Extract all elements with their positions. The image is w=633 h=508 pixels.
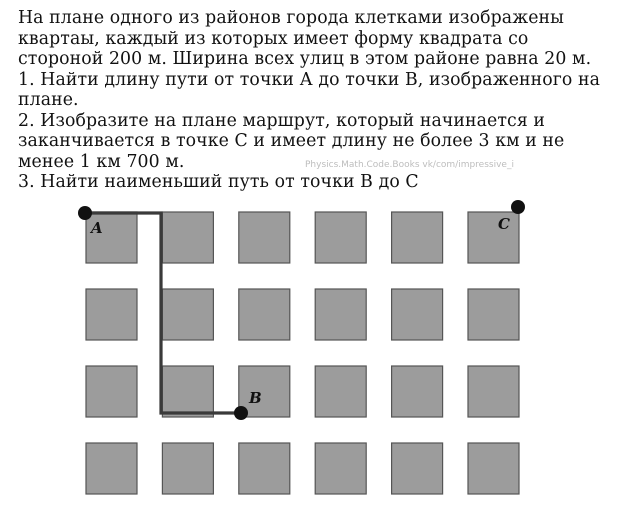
city-block bbox=[392, 289, 443, 340]
city-block bbox=[86, 443, 137, 494]
task-3: 3. Найти наименьший путь от точки В до С bbox=[18, 172, 419, 192]
city-block bbox=[86, 289, 137, 340]
city-block bbox=[239, 289, 290, 340]
watermark: Physics.Math.Code.Books vk/com/impressive_i bbox=[305, 160, 514, 170]
problem-line: квартаы, каждый из которых имеет форму квадрата со bbox=[18, 28, 529, 49]
city-block bbox=[239, 212, 290, 263]
city-block bbox=[392, 212, 443, 263]
label-a: A bbox=[91, 219, 103, 237]
city-block bbox=[468, 443, 519, 494]
point-c bbox=[511, 200, 525, 214]
task-2-cont: менее 1 км 700 м. bbox=[18, 151, 185, 172]
city-block bbox=[239, 443, 290, 494]
city-block bbox=[162, 212, 213, 263]
city-blocks bbox=[86, 212, 519, 494]
city-block bbox=[468, 289, 519, 340]
city-block bbox=[315, 443, 366, 494]
city-block bbox=[315, 212, 366, 263]
city-block bbox=[162, 366, 213, 417]
city-block bbox=[86, 366, 137, 417]
label-c: C bbox=[498, 215, 510, 233]
task-1: 1. Найти длину пути от точки А до точки В, изображенного на bbox=[18, 69, 601, 90]
city-block bbox=[468, 212, 519, 263]
point-b bbox=[234, 406, 248, 420]
task-2-cont: заканчивается в точке С и имеет длину не более 3 км и не bbox=[18, 131, 565, 151]
point-a bbox=[78, 206, 92, 220]
city-block bbox=[392, 443, 443, 494]
city-block bbox=[315, 366, 366, 417]
task-2: 2. Изобразите на плане маршрут, который начинается и bbox=[18, 110, 546, 131]
task-1-cont: плане. bbox=[18, 90, 79, 110]
city-block bbox=[162, 443, 213, 494]
city-block bbox=[468, 366, 519, 417]
label-b: B bbox=[249, 389, 262, 407]
city-block bbox=[392, 366, 443, 417]
city-block bbox=[162, 289, 213, 340]
city-block bbox=[315, 289, 366, 340]
problem-line: стороной 200 м. Ширина всех улиц в этом районе равна 20 м. bbox=[18, 49, 592, 69]
problem-line: На плане одного из районов города клетками изображены bbox=[18, 8, 564, 28]
